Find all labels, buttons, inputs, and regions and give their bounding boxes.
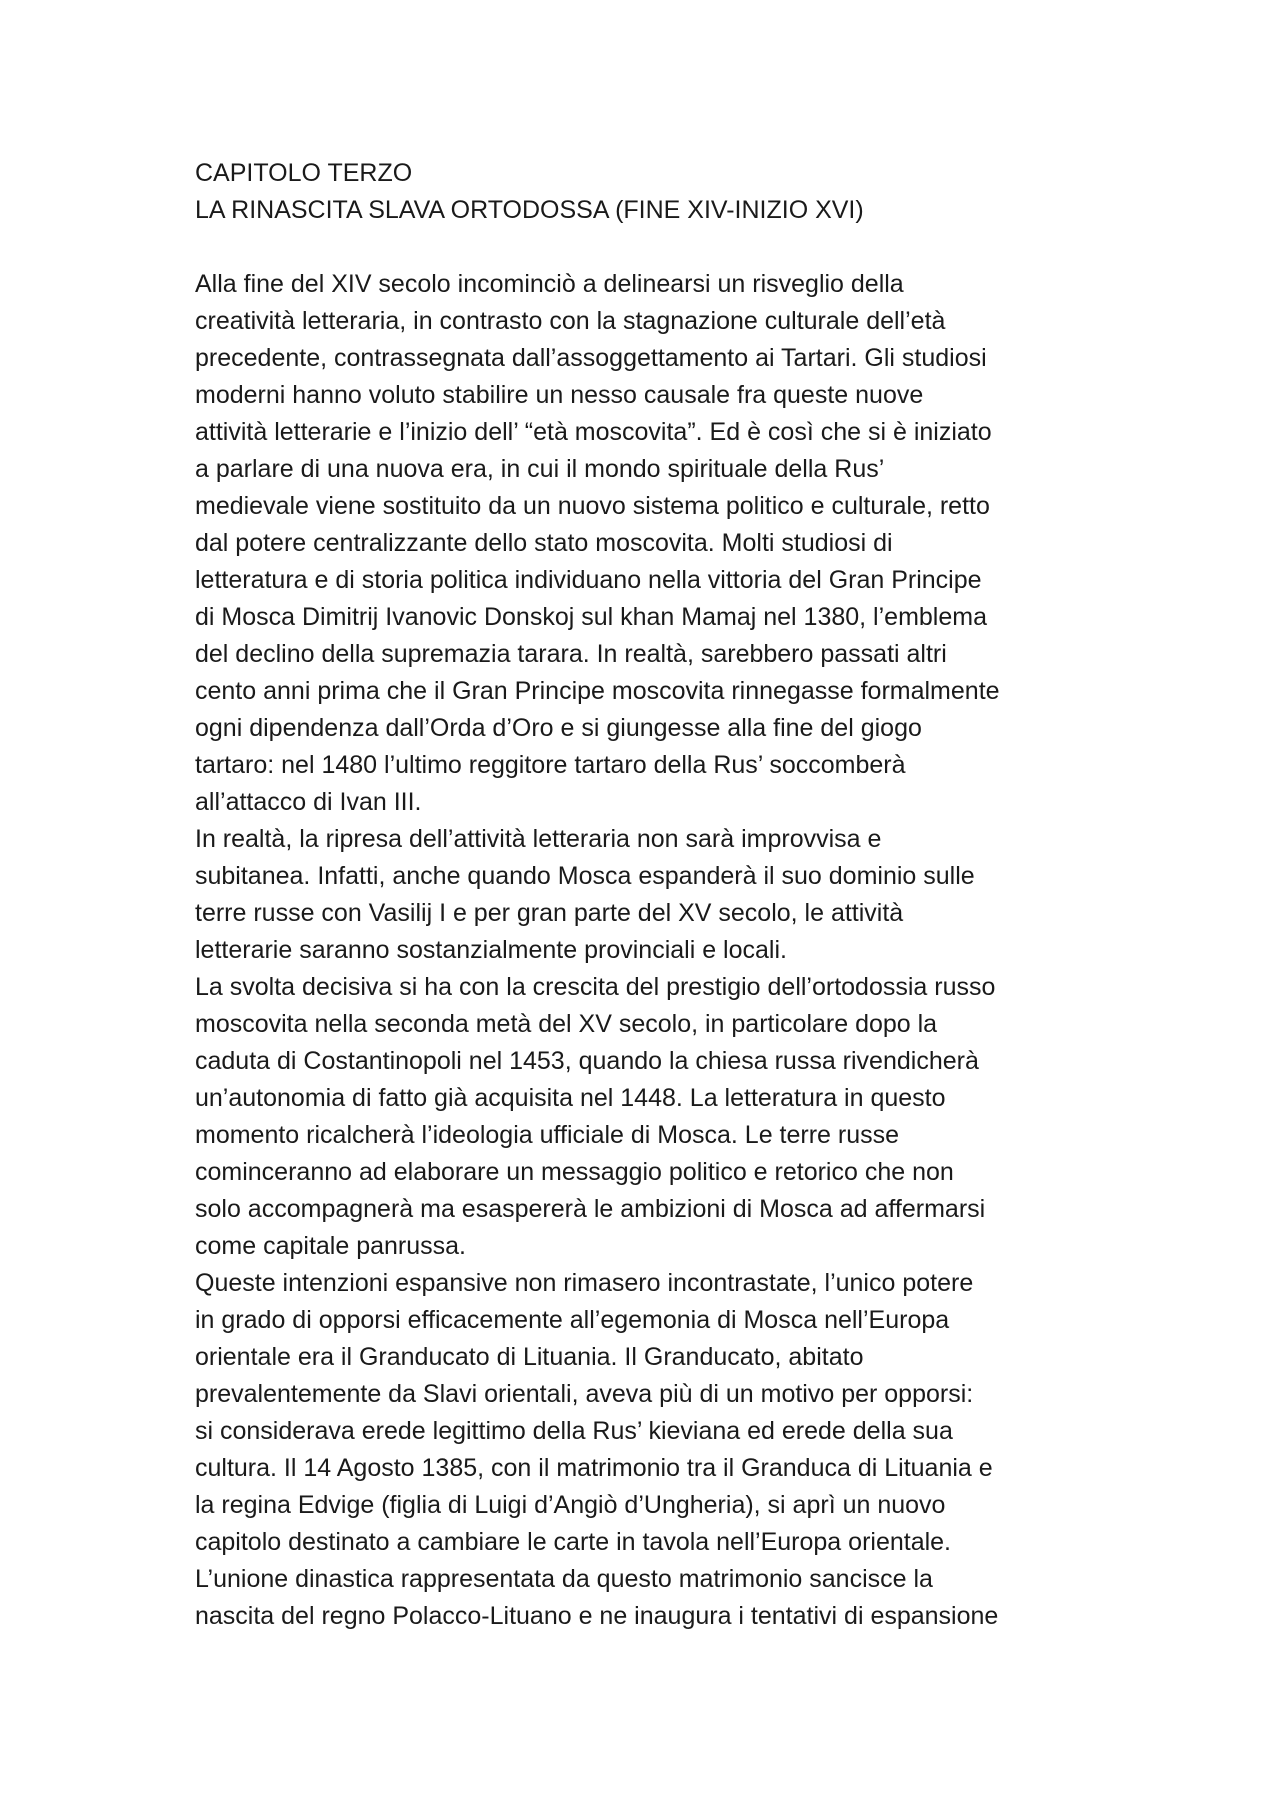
spacer <box>195 229 1100 266</box>
text-line: di Mosca Dimitrij Ivanovic Donskoj sul khan Mamaj nel 1380, l’emblema <box>195 603 987 631</box>
text-line: prevalentemente da Slavi orientali, aveva più di un motivo per opporsi: <box>195 1380 974 1408</box>
text-line: moscovita nella seconda metà del XV secolo, in particolare dopo la <box>195 1010 938 1038</box>
chapter-subtitle: LA RINASCITA SLAVA ORTODOSSA (FINE XIV-INIZIO XVI) <box>195 196 864 224</box>
text-line: capitolo destinato a cambiare le carte in tavola nell’Europa orientale. <box>195 1528 952 1556</box>
chapter-heading: CAPITOLO TERZO <box>195 159 413 187</box>
text-line: moderni hanno voluto stabilire un nesso causale fra queste nuove <box>195 381 924 409</box>
text-line: del declino della supremazia tarara. In realtà, sarebbero passati altri <box>195 640 947 668</box>
text-line: si considerava erede legittimo della Rus’ kieviana ed erede della sua <box>195 1417 953 1445</box>
body-text <box>195 266 1100 1635</box>
text-line: La svolta decisiva si ha con la crescita del prestigio dell’ortodossia russo <box>195 973 996 1001</box>
text-line: Queste intenzioni espansive non rimasero incontrastate, l’unico potere <box>195 1269 974 1297</box>
text-line: come capitale panrussa. <box>195 1232 466 1260</box>
text-line: terre russe con Vasilij I e per gran parte del XV secolo, le attività <box>195 899 904 927</box>
text-line: un’autonomia di fatto già acquisita nel 1448. La letteratura in questo <box>195 1084 946 1112</box>
text-line: ogni dipendenza dall’Orda d’Oro e si giungesse alla fine del giogo <box>195 714 922 742</box>
text-line: orientale era il Granducato di Lituania. Il Granducato, abitato <box>195 1343 864 1371</box>
text-line: creatività letteraria, in contrasto con la stagnazione culturale dell’età <box>195 307 946 335</box>
text-line: attività letterarie e l’inizio dell’ “età moscovita”. Ed è così che si è iniziato <box>195 418 992 446</box>
text-line: la regina Edvige (figlia di Luigi d’Angiò d’Ungheria), si aprì un nuovo <box>195 1491 946 1519</box>
text-line: dal potere centralizzante dello stato moscovita. Molti studiosi di <box>195 529 893 557</box>
text-line: all’attacco di Ivan III. <box>195 788 422 816</box>
text-line: letteratura e di storia politica individuano nella vittoria del Gran Principe <box>195 566 982 594</box>
document-body <box>195 155 1100 1635</box>
text-line: caduta di Costantinopoli nel 1453, quando la chiesa russa rivendicherà <box>195 1047 979 1075</box>
text-line: L’unione dinastica rappresentata da questo matrimonio sancisce la <box>195 1565 933 1593</box>
text-line: a parlare di una nuova era, in cui il mondo spirituale della Rus’ <box>195 455 885 483</box>
text-line: solo accompagnerà ma esaspererà le ambizioni di Mosca ad affermarsi <box>195 1195 986 1223</box>
text-line: In realtà, la ripresa dell’attività letteraria non sarà improvvisa e <box>195 825 882 853</box>
text-line: Alla fine del XIV secolo incominciò a delinearsi un risveglio della <box>195 270 904 298</box>
text-line: medievale viene sostituito da un nuovo sistema politico e culturale, retto <box>195 492 990 520</box>
text-line: nascita del regno Polacco-Lituano e ne inaugura i tentativi di espansione <box>195 1602 999 1630</box>
text-line: letterarie saranno sostanzialmente provinciali e locali. <box>195 936 787 964</box>
text-line: subitanea. Infatti, anche quando Mosca espanderà il suo dominio sulle <box>195 862 975 890</box>
text-line: cultura. Il 14 Agosto 1385, con il matrimonio tra il Granduca di Lituania e <box>195 1454 993 1482</box>
text-line: tartaro: nel 1480 l’ultimo reggitore tartaro della Rus’ soccomberà <box>195 751 906 779</box>
text-line: momento ricalcherà l’ideologia ufficiale di Mosca. Le terre russe <box>195 1121 900 1149</box>
text-line: precedente, contrassegnata dall’assoggettamento ai Tartari. Gli studiosi <box>195 344 987 372</box>
text-line: cento anni prima che il Gran Principe moscovita rinnegasse formalmente <box>195 677 1000 705</box>
text-line: in grado di opporsi efficacemente all’egemonia di Mosca nell’Europa <box>195 1306 950 1334</box>
text-line: cominceranno ad elaborare un messaggio politico e retorico che non <box>195 1158 954 1186</box>
